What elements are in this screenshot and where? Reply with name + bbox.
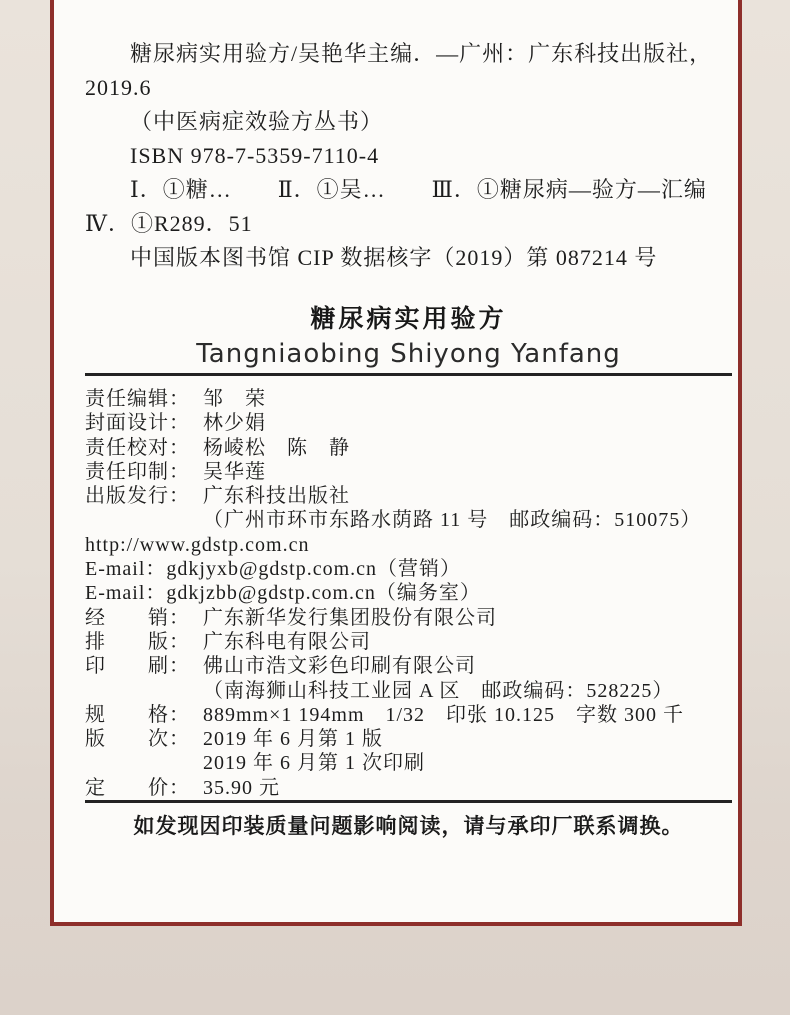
detail-row-publisher: 出版发行： 广东科技出版社 xyxy=(85,485,350,508)
detail-row-email-marketing: E-mail：gdkjyxb@gdstp.com.cn（营销） xyxy=(85,558,462,581)
detail-row-price: 定 价： 35.90 元 xyxy=(85,776,280,799)
detail-row-cover-design: 封面设计： 林少娟 xyxy=(85,412,266,435)
detail-row-printer-address: （南海狮山科技工业园 A 区 邮政编码：528225） xyxy=(203,679,674,702)
detail-row-edition: 版 次： 2019 年 6 月第 1 版 xyxy=(85,728,383,751)
detail-row-distributor: 经 销： 广东新华发行集团股份有限公司 xyxy=(85,606,497,629)
quality-notice: 如发现因印装质量问题影响阅读，请与承印厂联系调换。 xyxy=(133,815,684,839)
detail-row-editor: 责任编辑： 邹 荣 xyxy=(85,388,266,410)
cip-classification-line-1: Ⅰ．①糖… Ⅱ．①吴… Ⅲ．①糖尿病—验方—汇编 xyxy=(130,177,707,202)
detail-row-print-supervisor: 责任印制： 吴华莲 xyxy=(85,460,266,483)
detail-row-proofreader: 责任校对： 杨崚松 陈 静 xyxy=(85,436,350,459)
cip-line-series: （中医病症效验方丛书） xyxy=(130,109,384,134)
detail-row-print-run: 2019 年 6 月第 1 次印刷 xyxy=(203,752,425,775)
book-title: 糖尿病实用验方 xyxy=(310,305,507,333)
cip-line-year: 2019.6 xyxy=(85,75,152,100)
detail-row-typesetting: 排 版： 广东科电有限公司 xyxy=(85,630,371,653)
detail-row-website: http://www.gdstp.com.cn xyxy=(85,533,310,556)
page-content xyxy=(54,0,738,840)
copyright-page-frame xyxy=(50,0,742,926)
cip-record-number: 中国版本图书馆 CIP 数据核字（2019）第 087214 号 xyxy=(130,245,658,270)
divider-rule-bottom xyxy=(85,800,732,803)
cip-line-title-author: 糖尿病实用验方/吴艳华主编．—广州：广东科技出版社， xyxy=(130,41,713,66)
cip-line-isbn: ISBN 978-7-5359-7110-4 xyxy=(130,143,380,168)
cip-classification-line-2: Ⅳ．①R289．51 xyxy=(85,211,253,236)
detail-row-publisher-address: （广州市环市东路水荫路 11 号 邮政编码：510075） xyxy=(203,509,702,532)
title-block xyxy=(85,306,732,368)
cip-catalogue-block xyxy=(85,0,732,275)
detail-row-email-editorial: E-mail：gdkjzbb@gdstp.com.cn（编务室） xyxy=(85,582,481,605)
detail-row-printer: 印 刷： 佛山市浩文彩色印刷有限公司 xyxy=(85,655,476,678)
detail-row-format: 规 格： 889mm×1 194mm 1/32 印张 10.125 字数 300 千 xyxy=(85,703,685,726)
book-title-pinyin: Tangniaobing Shiyong Yanfang xyxy=(196,339,621,369)
publication-details xyxy=(85,376,732,800)
